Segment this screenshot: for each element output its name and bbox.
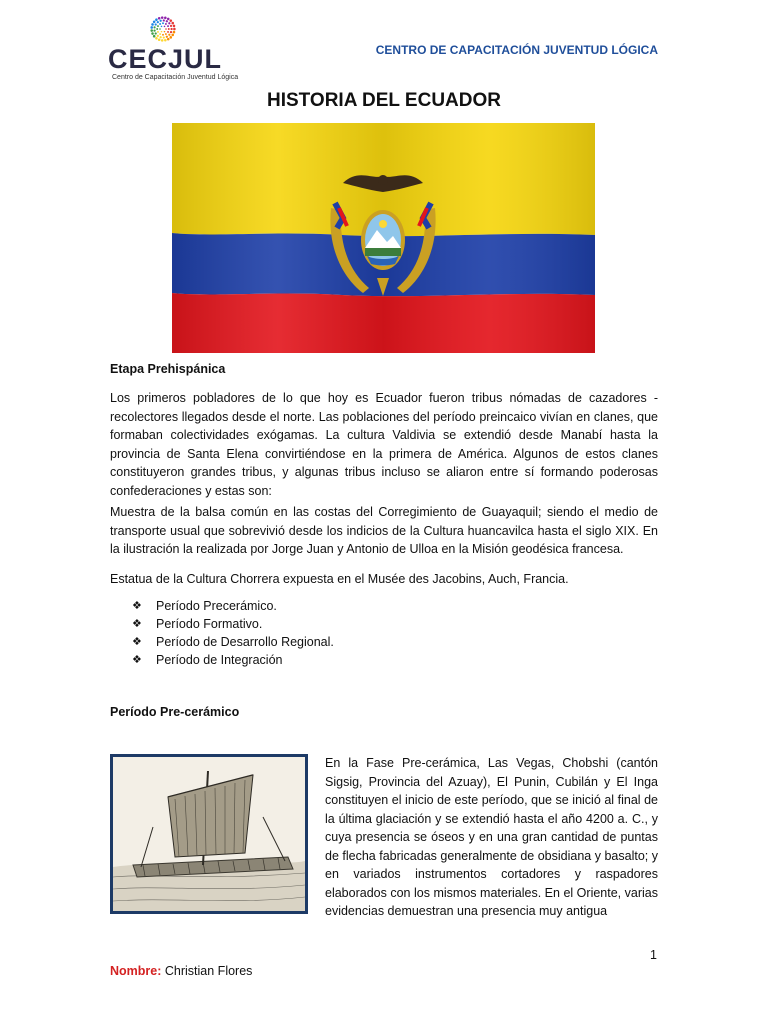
logo-dot [170,28,172,30]
logo-dot [150,26,153,29]
logo-dot [159,28,161,30]
logo-dot [167,31,169,33]
list-item [132,633,334,651]
logo-dot [157,35,159,37]
logo-dot [153,29,155,31]
logo-dot [157,21,159,23]
paragraph-balsa: Muestra de la balsa común en las costas del Corregimiento de Guayaquil; siendo el medio de transporte usual que sobrevivió desde los indicios de la Cultura huancavilca hasta el siglo XIX. En la ilustración la realizada por Jorge Juan y Antonio de Ulloa en la Misión geodésica francesa. [110,505,658,556]
logo-dot [167,18,170,21]
logo-dot [161,26,163,28]
logo-dot [153,35,156,38]
name-label: Nombre: [110,964,162,978]
periods-list [132,597,334,669]
logo-dot [167,38,170,41]
logo-dot [164,39,167,42]
list-item-text: Período de Desarrollo Regional. [156,635,334,649]
list-item-text: Período Precerámico. [156,599,277,613]
logo-dot [160,36,162,38]
logo-dot [164,31,166,33]
logo-dot [160,20,162,22]
logo-dot [161,16,164,19]
logo-dot [171,34,174,37]
logo-dot [155,32,157,34]
logo-dot [164,26,166,28]
list-item [132,651,334,669]
logo-dot [173,31,176,34]
logo-dot [165,33,167,35]
logo-dot [158,17,161,20]
logo-subtitle: Centro de Capacitación Juventud Lógica [112,74,239,81]
logo-dot [166,36,168,38]
logo-dot [153,26,155,28]
page-number: 1 [650,948,657,962]
page-title: HISTORIA DEL ECUADOR [266,90,501,111]
logo-dot [170,19,173,22]
logo-dot [158,38,161,41]
paragraph-intro: Los primeros pobladores de lo que hoy es Ecuador fueron tribus nómadas de cazadores - recolectores llegados desde el norte. Las poblaciones del período preincaico vivían en clanes, que formaban colectividades exógamas. La cultura Valdivia se extendió desde Manabí hasta la provincia de Santa Elena convirtiéndose en la primera de América. Algunos de estos clanes constituyeron grandes tribus, y algunas tribus incluso se aliaron entre sí formando poderosas confederaciones y estas son: [110,391,658,498]
diamond-bullet-icon: ❖ [132,618,142,630]
logo-dot [168,22,170,24]
diamond-bullet-icon: ❖ [132,654,142,666]
balsa-illustration [110,754,308,914]
logo-dot [168,34,170,36]
logo-dot [165,23,167,25]
logo-dot [171,22,174,25]
list-item-text: Período Formativo. [156,617,263,631]
logo-dot [159,33,161,35]
logo-dot [162,22,164,24]
logo-name: CECJUL [108,44,223,74]
logo-dot [170,31,172,33]
logo-dot [157,25,159,27]
logo-dot [157,31,159,33]
list-item-text: Período de Integración [156,653,283,667]
footer-author [110,964,252,978]
logo-dot [163,19,165,21]
logo-dot [173,25,176,28]
logo-dot [166,20,168,22]
logo-dot [151,23,154,26]
list-item [132,615,334,633]
logo-dot [170,36,173,39]
logo-dot [156,28,158,30]
logo-dot [164,17,167,20]
logo-dot [163,36,165,38]
logo-dot [168,28,170,30]
logo-dot [173,28,176,31]
header-organization: CENTRO DE CAPACITACIÓN JUVENTUD LÓGICA [375,43,658,57]
diamond-bullet-icon: ❖ [132,600,142,612]
logo-sphere-icon [146,12,180,46]
logo-dot [165,28,167,30]
list-item [132,597,334,615]
logo-dot [150,29,153,32]
logo-dot [161,31,163,33]
logo-dot [155,23,157,25]
paragraph-chorrera: Estatua de la Cultura Chorrera expuesta en el Musée des Jacobins, Auch, Francia. [110,572,569,586]
logo-dot [155,37,158,40]
balsa-raft-icon [113,757,305,911]
logo-dot [153,21,156,24]
section-heading-prehispanica: Etapa Prehispánica [110,362,226,376]
logo-dot [162,34,164,36]
logo-dot [161,39,164,42]
logo-dot [151,32,154,35]
paragraph-precermico: En la Fase Pre-cerámica, Las Vegas, Chobshi (cantón Sigsig, Provincia del Azuay), El Punin, Cubilán y El Inga constituyen el inicio de este período, que se inició al final de la última glaciación y se extendió hasta el año 4200 a. C., y cuya presencia se óseos y en una gran cantidad de puntas de flecha fabricadas generalmente de obsidiana y basalto; y en variados instrumentos cortadores y raspadores elaborados con los mismos materiales. En el Oriente, varias evidencias demuestran una presencia muy antigua [325,756,658,918]
section-heading-precermico: Período Pre-cerámico [110,705,240,719]
name-value: Christian Flores [164,964,253,978]
diamond-bullet-icon: ❖ [132,636,142,648]
cecjul-logo [108,12,239,82]
logo-dot [167,25,169,27]
logo-dot [159,23,161,25]
logo-dot [170,25,172,27]
logo-dot [155,18,158,21]
ecuador-flag-image [172,123,595,353]
